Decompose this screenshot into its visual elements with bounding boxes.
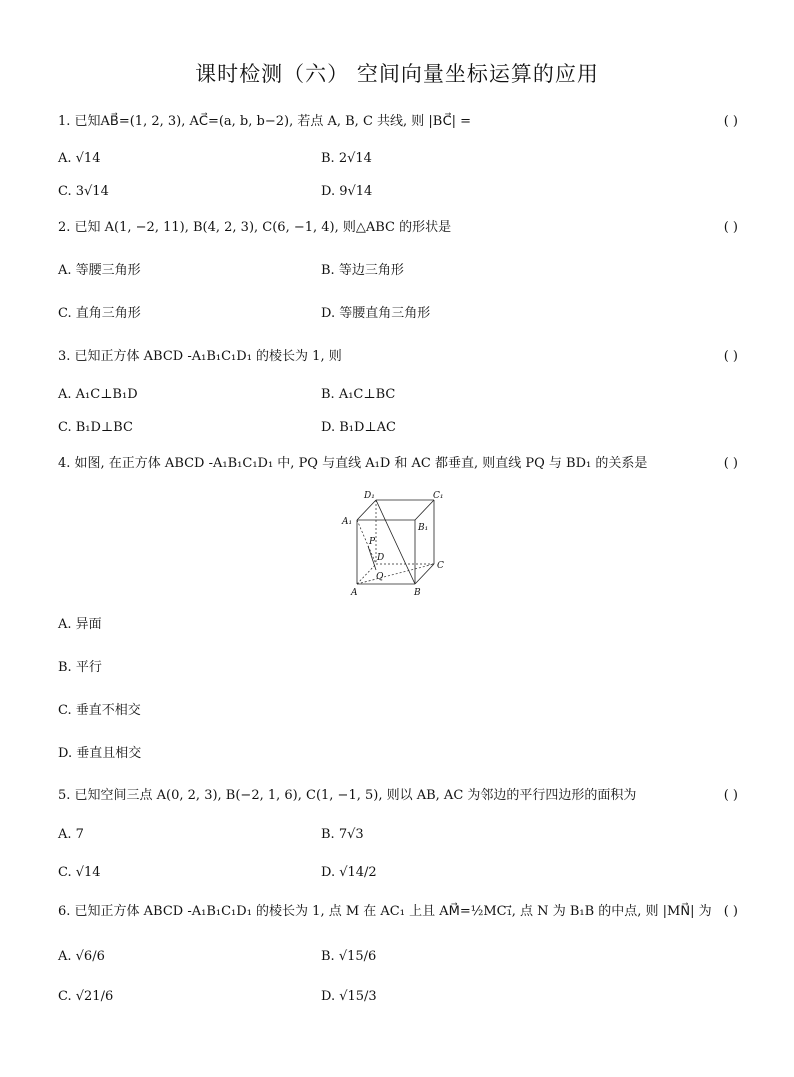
- label-a1: A₁: [342, 517, 353, 527]
- answer-paren: ( ): [723, 349, 738, 364]
- label-q: Q: [376, 572, 384, 582]
- hidden-ac: [357, 564, 434, 584]
- q5-option-b: B. 7√3: [321, 827, 364, 842]
- q6-option-b: B. √15/6: [321, 949, 377, 964]
- q5-option-d: D. √14/2: [321, 865, 377, 880]
- edge-a1-d1: [357, 500, 376, 520]
- q1-option-a: A. √14: [58, 151, 101, 166]
- label-c1: C₁: [433, 491, 444, 501]
- edge-b1-c1: [415, 500, 434, 520]
- question-1-stem: 1. 已知AB⃗=(1, 2, 3), AC⃗=(a, b, b−2), 若点 A, B, C 共线, 则 |BC⃗| =: [58, 114, 472, 129]
- label-c: C: [437, 561, 444, 571]
- question-2-stem: 2. 已知 A(1, −2, 11), B(4, 2, 3), C(6, −1, 4), 则△ABC 的形状是: [58, 220, 452, 235]
- page-title: 课时检测（六） 空间向量坐标运算的应用: [195, 62, 599, 86]
- q4-option-b: B. 平行: [58, 660, 102, 675]
- q4-option-c: C. 垂直不相交: [58, 703, 141, 718]
- q2-option-b: B. 等边三角形: [321, 263, 404, 278]
- q3-option-d: D. B₁D⊥AC: [321, 420, 396, 435]
- question-5-stem: 5. 已知空间三点 A(0, 2, 3), B(−2, 1, 6), C(1, −1, 5), 则以 AB, AC 为邻边的平行四边形的面积为: [58, 788, 637, 803]
- q3-option-a: A. A₁C⊥B₁D: [58, 387, 138, 402]
- q1-option-d: D. 9√14: [321, 184, 373, 199]
- q6-option-a: A. √6/6: [58, 949, 105, 964]
- cube-figure: [340, 488, 455, 600]
- q4-option-d: D. 垂直且相交: [58, 746, 142, 761]
- q1-option-c: C. 3√14: [58, 184, 109, 199]
- label-b: B: [414, 588, 421, 598]
- hidden-edge-a-d: [357, 564, 376, 584]
- q2-option-c: C. 直角三角形: [58, 306, 141, 321]
- q5-option-c: C. √14: [58, 865, 101, 880]
- q6-option-c: C. √21/6: [58, 989, 114, 1004]
- q3-option-b: B. A₁C⊥BC: [321, 387, 396, 402]
- question-3: [58, 348, 738, 366]
- question-4-stem: 4. 如图, 在正方体 ABCD -A₁B₁C₁D₁ 中, PQ 与直线 A₁D 和 AC 都垂直, 则直线 PQ 与 BD₁ 的关系是: [58, 456, 648, 471]
- question-5: [58, 787, 738, 805]
- q5-option-a: A. 7: [58, 827, 84, 842]
- answer-paren: ( ): [723, 456, 738, 471]
- question-2: [58, 219, 738, 237]
- label-a: A: [351, 588, 358, 598]
- answer-paren: ( ): [723, 904, 738, 919]
- q6-option-d: D. √15/3: [321, 989, 377, 1004]
- label-b1: B₁: [418, 523, 429, 533]
- label-p: P: [369, 537, 376, 547]
- question-6-stem: 6. 已知正方体 ABCD -A₁B₁C₁D₁ 的棱长为 1, 点 M 在 AC₁ 上且 AM⃗=½MC₁⃗, 点 N 为 B₁B 的中点, 则 |MN⃗| 为: [58, 904, 712, 919]
- segment-pq: [368, 546, 376, 570]
- q3-option-c: C. B₁D⊥BC: [58, 420, 133, 435]
- answer-paren: ( ): [723, 114, 738, 129]
- q2-option-a: A. 等腰三角形: [58, 263, 141, 278]
- label-d: D: [377, 553, 385, 563]
- edge-b-c: [415, 564, 434, 584]
- answer-paren: ( ): [723, 220, 738, 235]
- question-6: [58, 903, 738, 921]
- q2-option-d: D. 等腰直角三角形: [321, 306, 431, 321]
- q4-option-a: A. 异面: [58, 617, 102, 632]
- q1-option-b: B. 2√14: [321, 151, 372, 166]
- question-1: [58, 113, 738, 131]
- question-3-stem: 3. 已知正方体 ABCD -A₁B₁C₁D₁ 的棱长为 1, 则: [58, 349, 342, 364]
- question-4: [58, 455, 738, 473]
- answer-paren: ( ): [723, 788, 738, 803]
- label-d1: D₁: [364, 491, 375, 501]
